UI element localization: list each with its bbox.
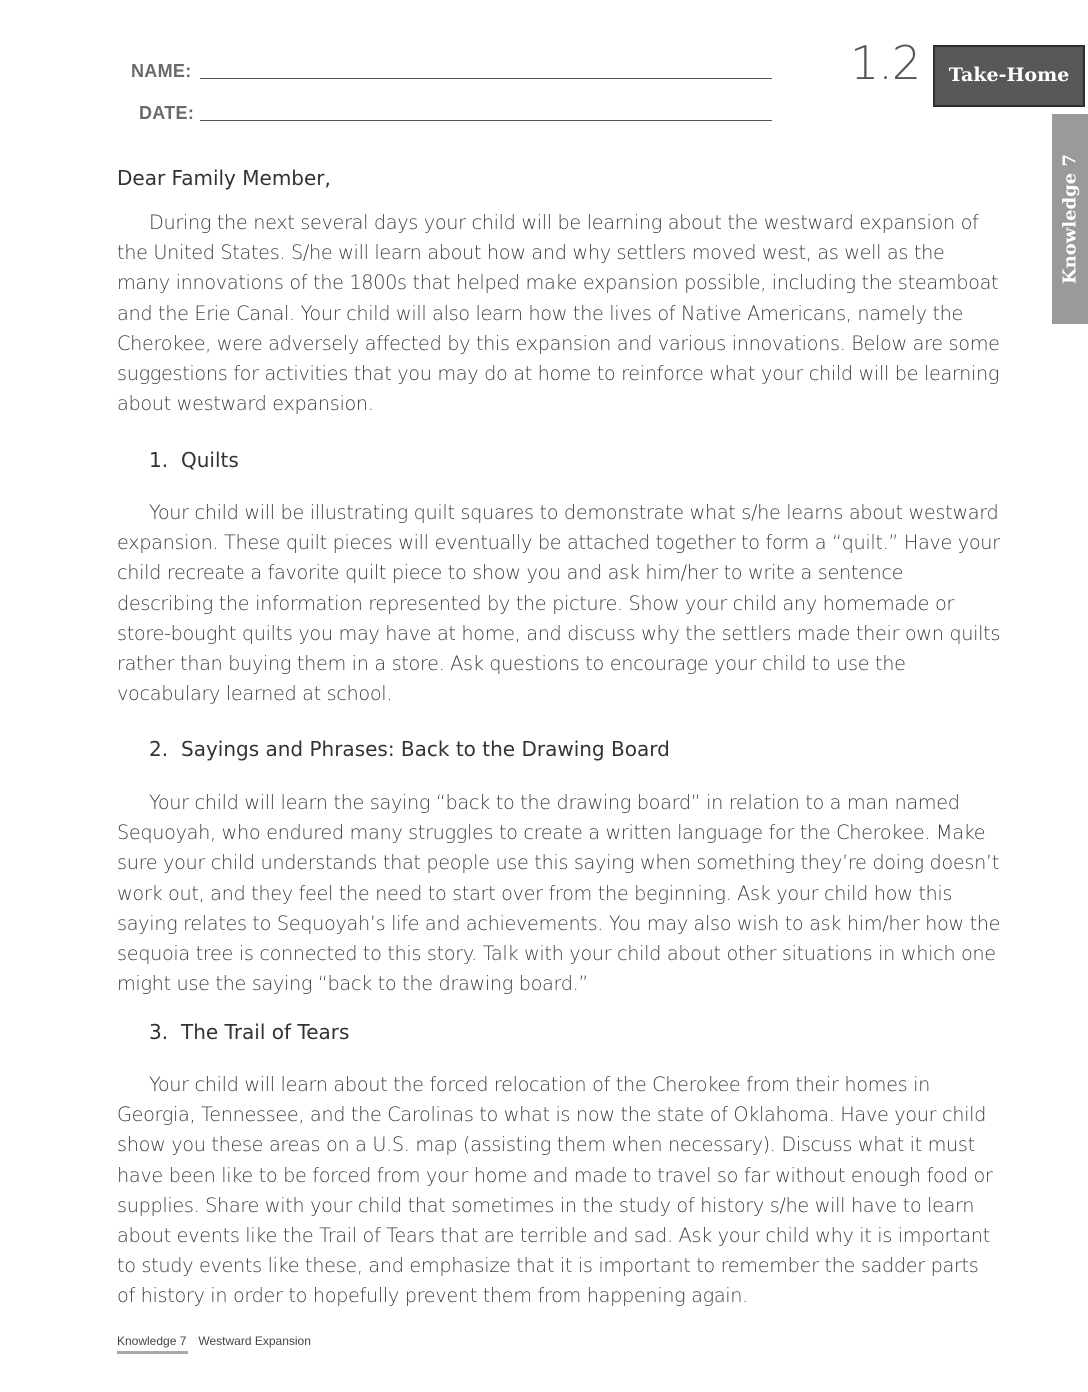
item-heading-sayings [149, 737, 670, 761]
item-body-trail-of-tears: Your child will learn about the forced relocation of the Cherokee from their homes in Georgia, Tennessee, and the Carolinas to what is now the state of Oklahoma. Have your child show you these areas on a U.S. map (assisting them when necessary). Discuss what it must have been like to be forced from your home and made to travel so far without enough food or supplies. Share with your child that sometimes in the study of history s/he will have to learn about events like the Trail of Tears that are terrible and sad. Ask your child why it is important to study events like these, and emphasize that it is important to remember the sadder parts of history in order to hopefully prevent them from happening again. [117, 1073, 993, 1308]
item-title: Sayings and Phrases: Back to the Drawing Board [181, 737, 670, 761]
take-home-badge-label: Take-Home [948, 64, 1070, 86]
item-number: 2. [149, 737, 169, 761]
lesson-number: 1.2 [850, 36, 921, 90]
footer-domain: Knowledge 7 [117, 1334, 187, 1348]
item-title: The Trail of Tears [181, 1020, 350, 1044]
item-body-quilts: Your child will be illustrating quilt squares to demonstrate what s/he learns about westward expansion. These quilt pieces will eventually be attached together to form a “quilt.” Have your child recreate a favorite quilt piece to show you and ask him/her to write a sentence describing the information represented by the picture. Show your child any homemade or store-bought quilts you may have at home, and discuss why the settlers made their own quilts rather than buying them in a store. Ask questions to encourage your child to use the vocabulary learned at school. [117, 501, 1001, 706]
date-field[interactable] [200, 120, 772, 121]
side-tab-label: Knowledge 7 [1059, 154, 1081, 284]
item-heading-trail-of-tears [149, 1020, 349, 1044]
date-label: DATE: [139, 103, 195, 123]
name-label: NAME: [131, 61, 192, 81]
intro-paragraph: During the next several days your child will be learning about the westward expansion of the United States. S/he will learn about how and why settlers moved west, as well as the many innovations of the 1800s that helped make expansion possible, including the steamboat and the Erie Canal. Your child will also learn how the lives of Native Americans, namely the Cherokee, were adversely affected by this expansion and various innovations. Below are some suggestions for activities that you may do at home to reinforce what your child will be learning about westward expansion. [117, 211, 1000, 416]
footer-divider [117, 1351, 188, 1354]
footer-unit: Westward Expansion [198, 1334, 311, 1348]
item-number: 1. [149, 448, 169, 472]
item-heading-quilts [149, 448, 239, 472]
take-home-badge [933, 45, 1085, 107]
item-number: 3. [149, 1020, 169, 1044]
side-tab [1052, 114, 1088, 324]
footer [117, 1334, 311, 1348]
item-body-sayings: Your child will learn the saying “back to the drawing board” in relation to a man named Sequoyah, who endured many struggles to create a written language for the Cherokee. Make sure your child understands that people use this saying when something they’re doing doesn’t work out, and they feel the need to start over from the beginning. Ask your child how this saying relates to Sequoyah’s life and achievements. You may also wish to ask him/her how the sequoia tree is connected to this story. Talk with your child about other situations in which one might use the saying “back to the drawing board.” [117, 791, 1001, 996]
name-field[interactable] [200, 78, 772, 79]
item-title: Quilts [181, 448, 239, 472]
salutation: Dear Family Member, [117, 166, 331, 190]
